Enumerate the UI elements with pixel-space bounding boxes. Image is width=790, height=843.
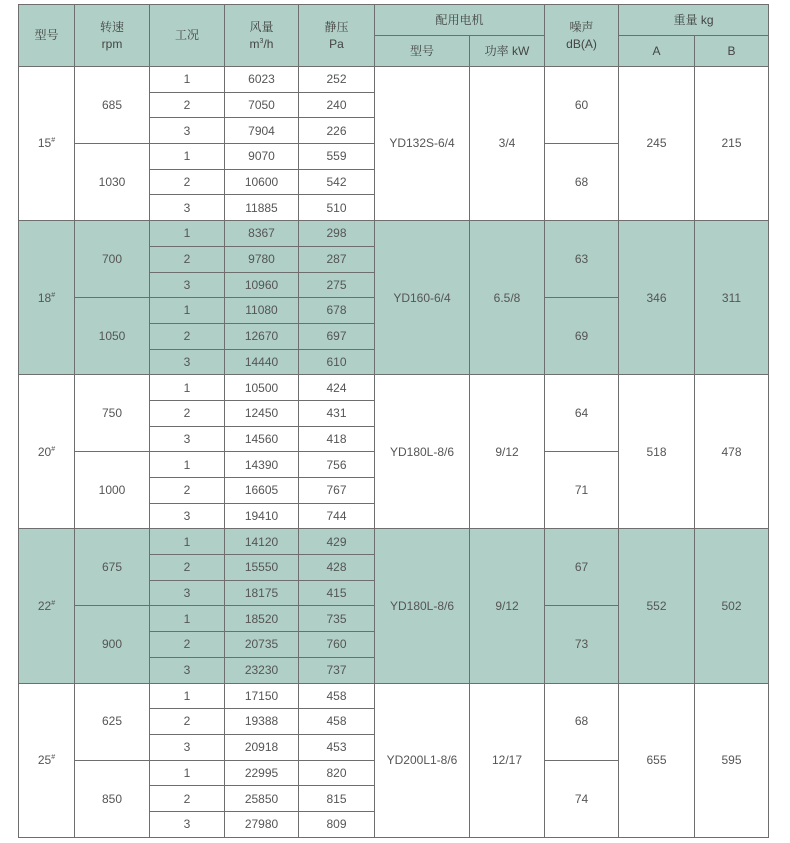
header-motor: 配用电机	[375, 5, 545, 36]
table-row	[19, 375, 769, 401]
table-row	[19, 529, 769, 555]
noise-cell: 67	[545, 529, 619, 606]
header-airflow	[225, 5, 299, 67]
weight-b-cell: 502	[695, 529, 769, 683]
header-speed-label: 转速	[99, 20, 124, 35]
speed-cell: 900	[75, 606, 150, 683]
model-cell	[19, 221, 75, 375]
motor-power-cell: 9/12	[470, 375, 545, 529]
model-number: 20	[37, 444, 52, 459]
weight-a-cell: 245	[619, 67, 695, 221]
header-motor-model: 型号	[375, 36, 470, 67]
airflow-cell: 12450	[225, 400, 299, 426]
noise-cell: 71	[545, 452, 619, 529]
airflow-cell: 7904	[225, 118, 299, 144]
model-cell	[19, 529, 75, 683]
pressure-cell: 458	[299, 709, 375, 735]
pressure-cell: 458	[299, 683, 375, 709]
header-speed-unit: rpm	[101, 36, 123, 51]
airflow-cell: 10500	[225, 375, 299, 401]
airflow-cell: 7050	[225, 92, 299, 118]
model-cell	[19, 67, 75, 221]
motor-model-cell: YD200L1-8/6	[375, 683, 470, 837]
airflow-cell: 27980	[225, 811, 299, 837]
model-cell	[19, 375, 75, 529]
condition-cell: 2	[150, 786, 225, 812]
pressure-cell: 737	[299, 657, 375, 683]
speed-cell: 685	[75, 67, 150, 144]
condition-cell: 3	[150, 195, 225, 221]
noise-cell: 68	[545, 683, 619, 760]
speed-cell: 1050	[75, 298, 150, 375]
noise-cell: 60	[545, 67, 619, 144]
header-condition: 工况	[150, 5, 225, 67]
header-noise-unit: dB(A)	[566, 36, 597, 51]
pressure-cell: 756	[299, 452, 375, 478]
airflow-cell: 14560	[225, 426, 299, 452]
noise-cell: 63	[545, 221, 619, 298]
model-mark: #	[51, 291, 56, 299]
header-motor-power: 功率 kW	[470, 36, 545, 67]
airflow-cell: 15550	[225, 555, 299, 581]
condition-cell: 1	[150, 529, 225, 555]
weight-a-cell: 552	[619, 529, 695, 683]
model-group	[19, 67, 769, 221]
airflow-cell: 22995	[225, 760, 299, 786]
speed-cell: 850	[75, 760, 150, 837]
airflow-cell: 11080	[225, 298, 299, 324]
airflow-cell: 18520	[225, 606, 299, 632]
model-group	[19, 221, 769, 375]
speed-cell: 675	[75, 529, 150, 606]
pressure-cell: 815	[299, 786, 375, 812]
pressure-cell: 678	[299, 298, 375, 324]
airflow-cell: 10960	[225, 272, 299, 298]
model-mark: #	[51, 599, 56, 607]
motor-power-cell: 6.5/8	[470, 221, 545, 375]
header-model: 型号	[19, 5, 75, 67]
header-weight-b: B	[695, 36, 769, 67]
condition-cell: 3	[150, 349, 225, 375]
table-row	[19, 221, 769, 247]
table-row	[19, 67, 769, 93]
airflow-cell: 19388	[225, 709, 299, 735]
condition-cell: 1	[150, 683, 225, 709]
pressure-cell: 428	[299, 555, 375, 581]
weight-b-cell: 595	[695, 683, 769, 837]
unit-cube: 3	[259, 37, 264, 45]
model-number: 18	[37, 290, 52, 305]
header-airflow-label: 风量	[249, 20, 274, 35]
model-mark: #	[51, 753, 56, 761]
condition-cell: 1	[150, 760, 225, 786]
pressure-cell: 431	[299, 400, 375, 426]
motor-model-cell: YD132S-6/4	[375, 67, 470, 221]
table-header	[19, 5, 769, 67]
condition-cell: 1	[150, 67, 225, 93]
condition-cell: 1	[150, 221, 225, 247]
airflow-cell: 23230	[225, 657, 299, 683]
motor-model-cell: YD180L-8/6	[375, 375, 470, 529]
weight-b-cell: 311	[695, 221, 769, 375]
header-pressure-label: 静压	[324, 20, 349, 35]
pressure-cell: 226	[299, 118, 375, 144]
model-group	[19, 683, 769, 837]
airflow-cell: 18175	[225, 580, 299, 606]
pressure-cell: 429	[299, 529, 375, 555]
model-number: 25	[37, 752, 52, 767]
pressure-cell: 252	[299, 67, 375, 93]
noise-cell: 73	[545, 606, 619, 683]
model-cell	[19, 683, 75, 837]
model-mark: #	[51, 445, 56, 453]
header-pressure-unit: Pa	[329, 36, 344, 51]
model-group	[19, 375, 769, 529]
condition-cell: 1	[150, 452, 225, 478]
table-row	[19, 683, 769, 709]
header-weight: 重量 kg	[619, 5, 769, 36]
airflow-cell: 14120	[225, 529, 299, 555]
header-airflow-unit	[225, 36, 298, 52]
speed-cell: 1000	[75, 452, 150, 529]
pressure-cell: 559	[299, 144, 375, 170]
weight-a-cell: 518	[619, 375, 695, 529]
motor-model-cell: YD160-6/4	[375, 221, 470, 375]
condition-cell: 2	[150, 246, 225, 272]
pressure-cell: 767	[299, 478, 375, 504]
pressure-cell: 453	[299, 734, 375, 760]
condition-cell: 3	[150, 503, 225, 529]
header-weight-a: A	[619, 36, 695, 67]
speed-cell: 750	[75, 375, 150, 452]
pressure-cell: 735	[299, 606, 375, 632]
pressure-cell: 697	[299, 323, 375, 349]
airflow-cell: 20918	[225, 734, 299, 760]
airflow-cell: 25850	[225, 786, 299, 812]
airflow-cell: 12670	[225, 323, 299, 349]
motor-power-cell: 3/4	[470, 67, 545, 221]
model-group	[19, 529, 769, 683]
fan-spec-table	[18, 4, 769, 838]
condition-cell: 3	[150, 272, 225, 298]
noise-cell: 69	[545, 298, 619, 375]
speed-cell: 625	[75, 683, 150, 760]
condition-cell: 3	[150, 426, 225, 452]
pressure-cell: 744	[299, 503, 375, 529]
airflow-cell: 9780	[225, 246, 299, 272]
airflow-cell: 14440	[225, 349, 299, 375]
airflow-cell: 10600	[225, 169, 299, 195]
weight-b-cell: 215	[695, 67, 769, 221]
speed-cell: 1030	[75, 144, 150, 221]
condition-cell: 1	[150, 606, 225, 632]
pressure-cell: 760	[299, 632, 375, 658]
unit-m: m	[249, 36, 260, 51]
header-speed	[75, 5, 150, 67]
condition-cell: 2	[150, 400, 225, 426]
motor-model-cell: YD180L-8/6	[375, 529, 470, 683]
airflow-cell: 11885	[225, 195, 299, 221]
condition-cell: 3	[150, 580, 225, 606]
condition-cell: 2	[150, 478, 225, 504]
condition-cell: 2	[150, 323, 225, 349]
pressure-cell: 809	[299, 811, 375, 837]
weight-b-cell: 478	[695, 375, 769, 529]
noise-cell: 64	[545, 375, 619, 452]
condition-cell: 1	[150, 298, 225, 324]
pressure-cell: 610	[299, 349, 375, 375]
speed-cell: 700	[75, 221, 150, 298]
pressure-cell: 542	[299, 169, 375, 195]
condition-cell: 1	[150, 144, 225, 170]
pressure-cell: 287	[299, 246, 375, 272]
pressure-cell: 240	[299, 92, 375, 118]
condition-cell: 3	[150, 657, 225, 683]
pressure-cell: 415	[299, 580, 375, 606]
condition-cell: 3	[150, 118, 225, 144]
airflow-cell: 20735	[225, 632, 299, 658]
noise-cell: 74	[545, 760, 619, 837]
condition-cell: 2	[150, 709, 225, 735]
condition-cell: 3	[150, 734, 225, 760]
airflow-cell: 6023	[225, 67, 299, 93]
model-number: 15	[37, 136, 52, 151]
condition-cell: 2	[150, 92, 225, 118]
header-pressure	[299, 5, 375, 67]
motor-power-cell: 12/17	[470, 683, 545, 837]
pressure-cell: 510	[299, 195, 375, 221]
airflow-cell: 14390	[225, 452, 299, 478]
model-mark: #	[51, 137, 56, 145]
weight-a-cell: 655	[619, 683, 695, 837]
condition-cell: 3	[150, 811, 225, 837]
unit-per-hour: /h	[263, 36, 274, 51]
condition-cell: 2	[150, 169, 225, 195]
condition-cell: 2	[150, 632, 225, 658]
header-noise-label: 噪声	[569, 20, 594, 35]
header-noise	[545, 5, 619, 67]
model-number: 22	[37, 598, 52, 613]
condition-cell: 2	[150, 555, 225, 581]
weight-a-cell: 346	[619, 221, 695, 375]
motor-power-cell: 9/12	[470, 529, 545, 683]
airflow-cell: 16605	[225, 478, 299, 504]
airflow-cell: 17150	[225, 683, 299, 709]
airflow-cell: 8367	[225, 221, 299, 247]
pressure-cell: 418	[299, 426, 375, 452]
pressure-cell: 820	[299, 760, 375, 786]
condition-cell: 1	[150, 375, 225, 401]
airflow-cell: 9070	[225, 144, 299, 170]
pressure-cell: 275	[299, 272, 375, 298]
airflow-cell: 19410	[225, 503, 299, 529]
pressure-cell: 298	[299, 221, 375, 247]
noise-cell: 68	[545, 144, 619, 221]
pressure-cell: 424	[299, 375, 375, 401]
